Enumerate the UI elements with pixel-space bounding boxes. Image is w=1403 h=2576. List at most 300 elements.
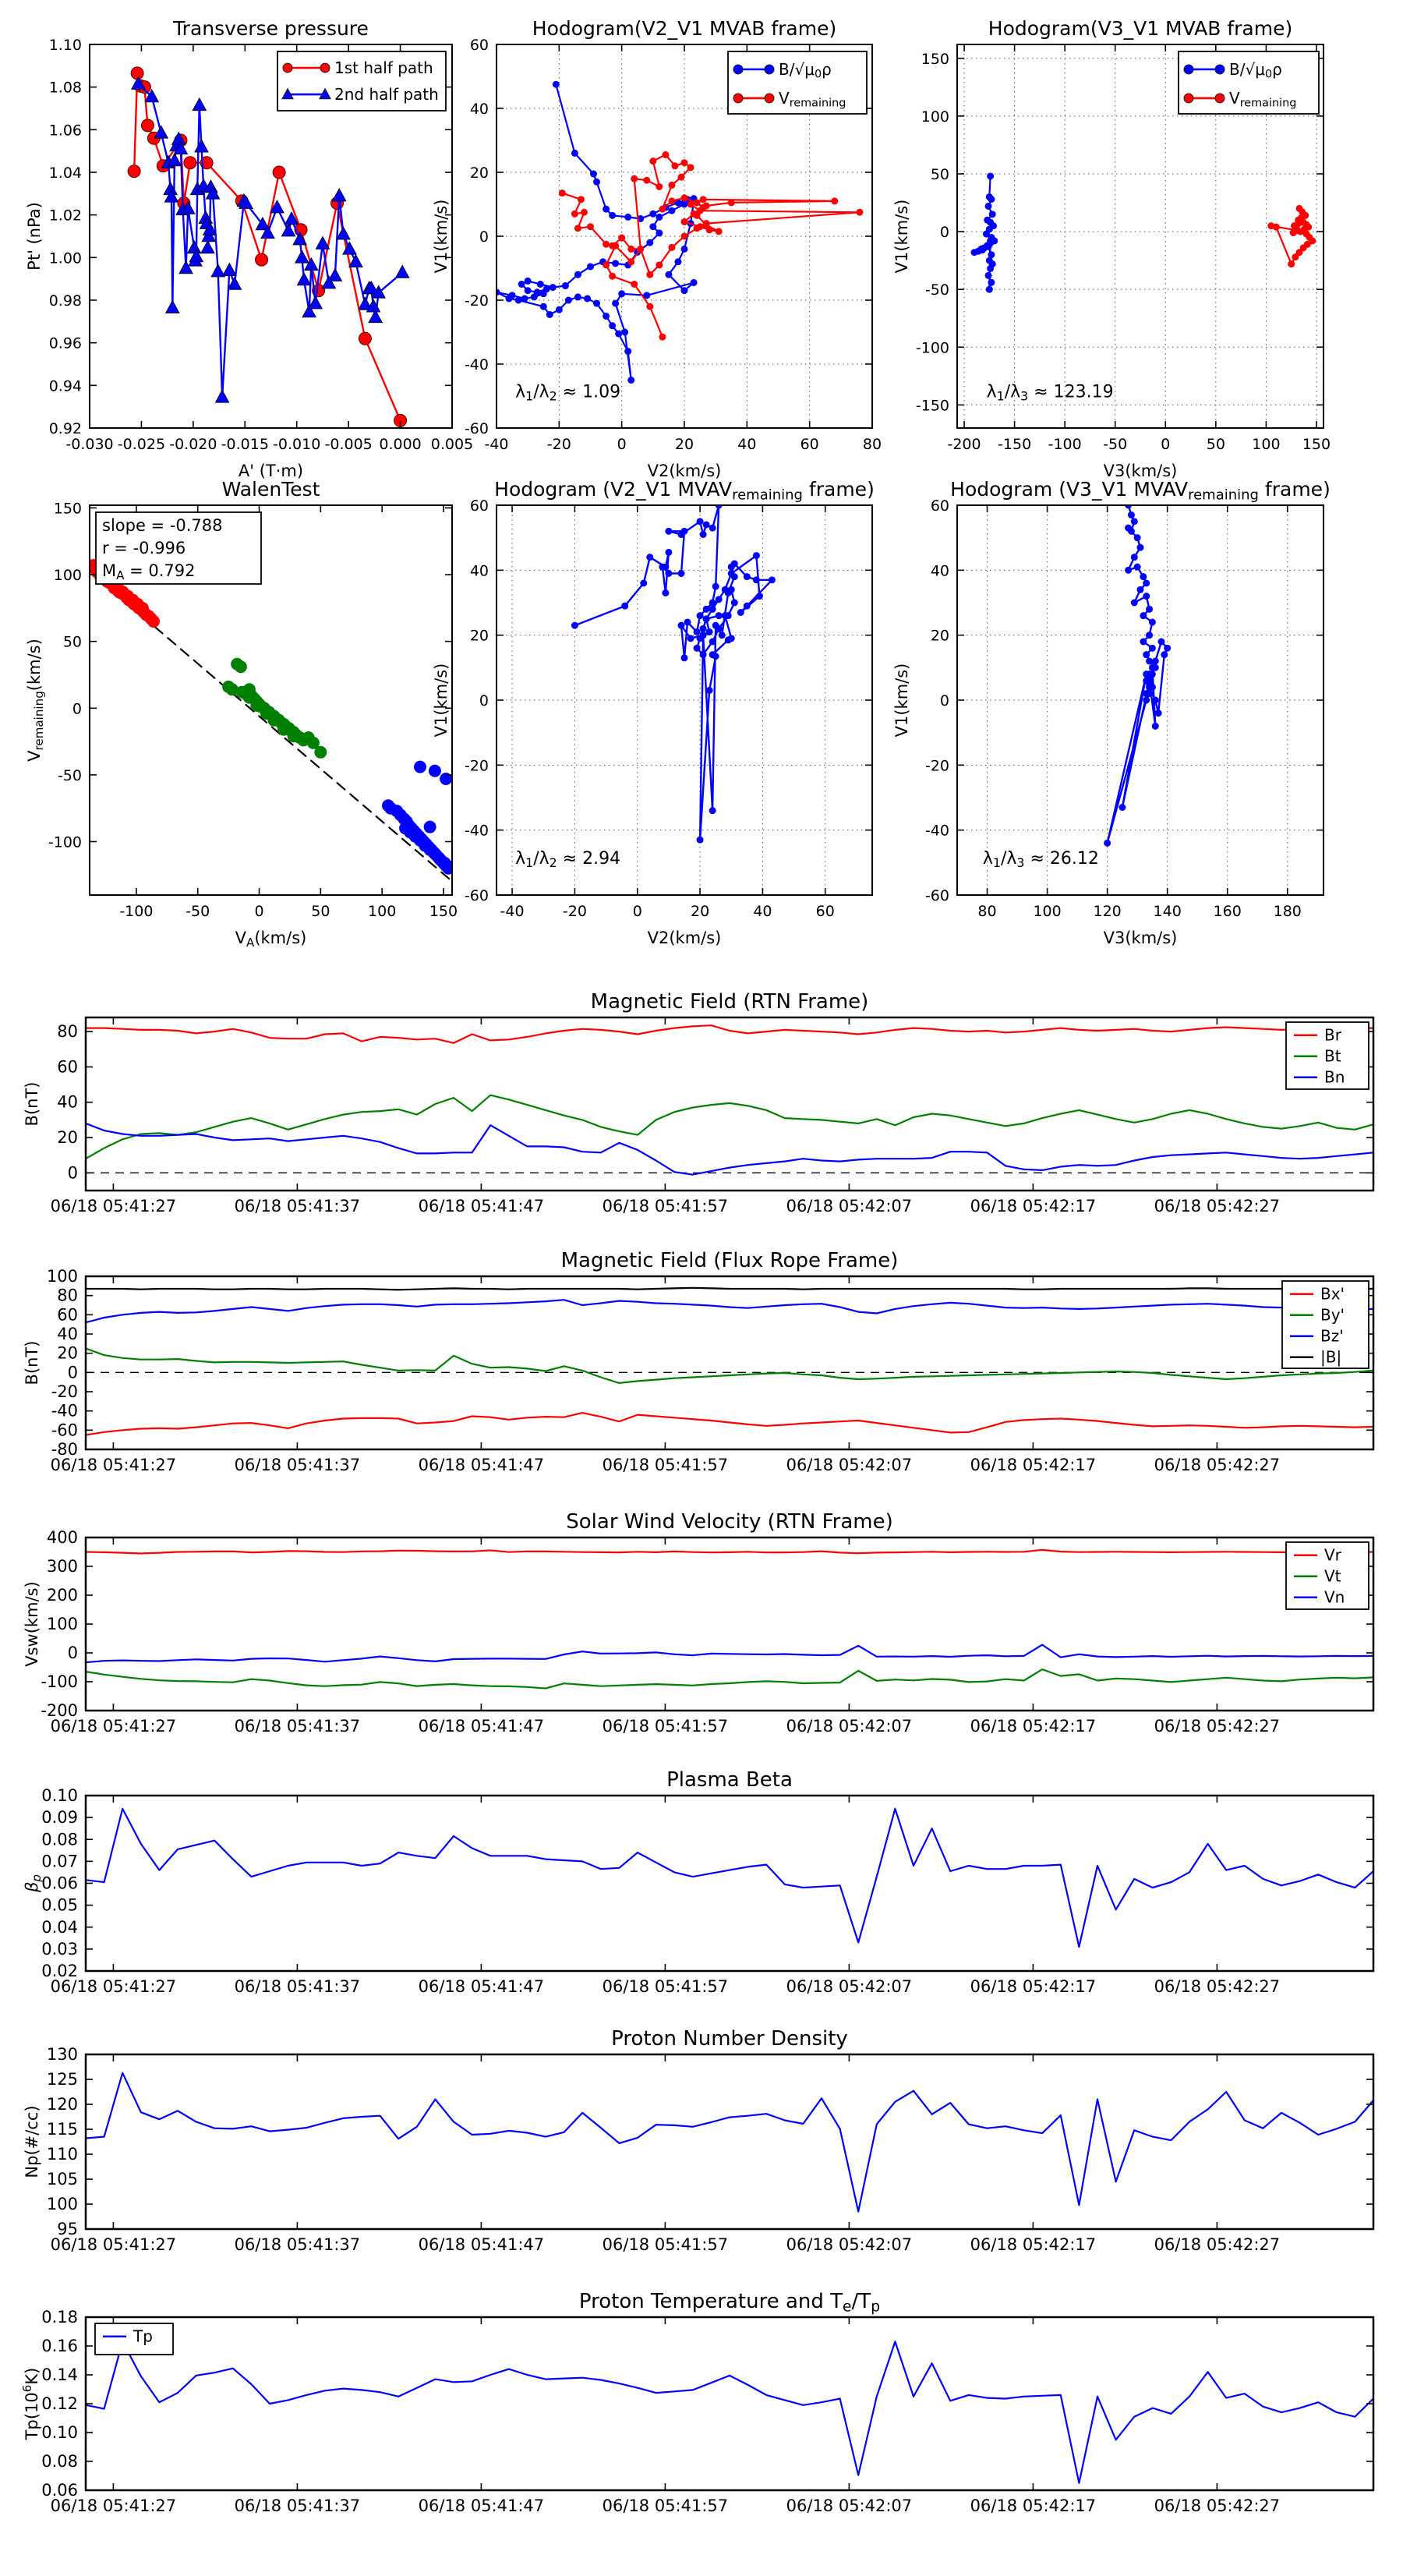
marker-circle — [1149, 619, 1156, 626]
marker-circle — [668, 182, 675, 189]
marker-circle — [1140, 639, 1147, 646]
marker-circle — [128, 165, 140, 178]
marker-circle — [656, 261, 663, 268]
marker-circle — [1146, 658, 1153, 665]
x-tick-label: 140 — [1153, 903, 1182, 920]
marker-circle — [979, 246, 986, 253]
axes-frame — [86, 1796, 1373, 1971]
y-axis-label: Np(#/cc) — [23, 2105, 41, 2178]
y-tick-label: 0.98 — [48, 292, 82, 310]
x-tick-label: 06/18 05:41:27 — [50, 2235, 177, 2254]
annotation: λ1/λ3 ≈ 123.19 — [986, 382, 1114, 404]
y-tick-label: -60 — [464, 420, 489, 437]
marker-circle — [559, 189, 566, 196]
marker-circle — [184, 157, 196, 169]
marker-circle — [677, 174, 684, 181]
legend — [95, 2323, 173, 2355]
y-tick-label: 100 — [46, 2195, 78, 2213]
x-axis-label: VA(km/s) — [235, 929, 307, 950]
x-axis-label: V3(km/s) — [1103, 462, 1178, 480]
marker-circle — [273, 166, 285, 179]
marker-circle — [1143, 651, 1150, 658]
y-tick-label: -150 — [915, 397, 949, 415]
marker-circle — [314, 746, 327, 759]
x-tick-label: 50 — [1206, 436, 1225, 453]
marker-circle — [733, 65, 743, 74]
marker-circle — [703, 522, 710, 529]
y-tick-label: 50 — [930, 165, 949, 183]
x-tick-label: 06/18 05:42:07 — [786, 2496, 913, 2515]
marker-triangle — [223, 264, 236, 276]
x-tick-label: -40 — [484, 436, 509, 453]
marker-circle — [731, 600, 738, 607]
marker-circle — [571, 622, 578, 629]
marker-circle — [574, 271, 581, 278]
marker-circle — [1134, 534, 1141, 541]
marker-circle — [649, 223, 656, 230]
series-group — [86, 1025, 1373, 1174]
marker-triangle — [211, 264, 224, 277]
marker-circle — [716, 228, 723, 235]
marker-circle — [1215, 65, 1225, 74]
y-tick-label: 0.02 — [41, 1962, 78, 1980]
markers-walen-green — [222, 658, 327, 759]
x-tick-label: 06/18 05:41:37 — [234, 1456, 361, 1474]
marker-circle — [624, 348, 631, 355]
legend-label: Bn — [1324, 1067, 1345, 1087]
series-group — [970, 172, 1316, 292]
series-v2v1-path — [574, 505, 772, 840]
axes-frame — [86, 1537, 1373, 1711]
y-tick-label: 1.06 — [48, 122, 82, 140]
panel-title: Magnetic Field (Flux Rope Frame) — [560, 1249, 899, 1272]
y-tick-label: 0 — [67, 1644, 78, 1662]
marker-circle — [744, 573, 751, 580]
x-tick-label: 20 — [674, 436, 694, 453]
annotation: λ1/λ2 ≈ 1.09 — [515, 382, 621, 404]
marker-circle — [681, 159, 688, 166]
marker-circle — [593, 300, 600, 307]
marker-circle — [565, 297, 572, 304]
marker-triangle — [282, 224, 295, 236]
marker-triangle — [349, 255, 362, 267]
x-tick-label: 06/18 05:41:57 — [602, 1456, 729, 1474]
y-axis-label: V1(km/s) — [892, 199, 911, 274]
x-tick-label: 40 — [737, 436, 757, 453]
marker-circle — [525, 287, 532, 294]
marker-circle — [677, 622, 684, 629]
marker-circle — [694, 628, 701, 635]
x-tick-label: 80 — [862, 436, 882, 453]
marker-circle — [631, 281, 638, 288]
x-tick-label: 06/18 05:41:47 — [418, 1977, 545, 1996]
x-tick-label: 06/18 05:42:07 — [786, 1197, 913, 1215]
marker-circle — [668, 197, 675, 204]
marker-circle — [603, 206, 610, 213]
x-tick-label: -100 — [119, 903, 154, 920]
marker-circle — [640, 580, 647, 587]
marker-circle — [1146, 606, 1153, 613]
x-tick-label: 0 — [254, 903, 264, 920]
series-beta-p — [86, 1809, 1373, 1947]
series-group — [86, 1809, 1373, 1947]
x-tick-label: 0 — [1161, 436, 1171, 453]
y-tick-label: 60 — [930, 497, 949, 515]
axes-frame — [86, 2054, 1373, 2229]
panel-title: Magnetic Field (RTN Frame) — [590, 990, 869, 1014]
marker-circle — [1149, 664, 1156, 671]
marker-circle — [618, 235, 625, 242]
x-tick-label: 0 — [617, 436, 627, 453]
x-tick-label: 06/18 05:42:07 — [786, 1717, 913, 1736]
marker-circle — [659, 564, 666, 571]
marker-circle — [687, 201, 694, 208]
marker-circle — [1290, 229, 1297, 236]
marker-circle — [856, 209, 863, 216]
y-tick-label: -50 — [924, 281, 949, 299]
marker-triangle — [316, 237, 329, 249]
annotation: λ1/λ2 ≈ 2.94 — [515, 849, 621, 870]
marker-circle — [697, 635, 704, 642]
marker-circle — [646, 554, 653, 561]
x-tick-label: 06/18 05:41:27 — [50, 1717, 177, 1736]
x-tick-label: 0.005 — [430, 436, 474, 453]
x-tick-label: 06/18 05:42:17 — [970, 1717, 1097, 1736]
y-tick-label: 40 — [469, 101, 489, 118]
marker-circle — [1143, 671, 1150, 678]
marker-circle — [684, 619, 691, 626]
marker-circle — [1292, 253, 1299, 260]
marker-circle — [1143, 593, 1150, 600]
marker-circle — [706, 687, 713, 694]
marker-circle — [518, 281, 525, 288]
y-tick-label: 20 — [57, 1128, 78, 1148]
marker-circle — [649, 211, 656, 218]
marker-circle — [584, 295, 591, 302]
panel-title: Solar Wind Velocity (RTN Frame) — [566, 1510, 893, 1534]
panel-title: Plasma Beta — [666, 1768, 793, 1792]
series-By-prime — [86, 1349, 1373, 1383]
y-tick-label: 95 — [57, 2220, 78, 2238]
y-tick-label: 0.04 — [41, 1917, 78, 1937]
marker-circle — [728, 199, 735, 206]
y-tick-label: 0.16 — [41, 2337, 78, 2355]
info-box-line: slope = -0.788 — [102, 516, 223, 535]
marker-circle — [659, 206, 666, 213]
marker-circle — [621, 603, 628, 610]
y-tick-label: 0.10 — [41, 1786, 78, 1805]
x-tick-label: 06/18 05:42:27 — [1154, 1977, 1281, 1996]
marker-circle — [694, 225, 701, 232]
y-tick-label: -40 — [51, 1401, 78, 1421]
marker-circle — [414, 761, 426, 773]
annotation: λ1/λ3 ≈ 26.12 — [982, 849, 1099, 870]
markers-v-remaining — [559, 151, 864, 341]
marker-circle — [429, 765, 441, 777]
marker-circle — [668, 207, 675, 214]
x-axis-label: V2(km/s) — [647, 462, 722, 480]
marker-circle — [709, 600, 716, 607]
marker-triangle — [337, 227, 350, 239]
y-tick-label: 300 — [46, 1557, 78, 1576]
marker-circle — [985, 203, 992, 210]
marker-circle — [697, 612, 704, 619]
marker-circle — [756, 593, 763, 600]
y-tick-label: 400 — [46, 1528, 78, 1547]
marker-circle — [665, 528, 672, 535]
x-tick-label: 06/18 05:42:17 — [970, 2235, 1097, 2254]
y-tick-label: 0 — [67, 1363, 78, 1382]
marker-circle — [578, 196, 585, 203]
y-tick-label: 1.02 — [48, 207, 82, 225]
series-group — [493, 81, 864, 384]
marker-circle — [677, 531, 684, 538]
marker-circle — [687, 635, 694, 642]
marker-circle — [681, 654, 688, 661]
marker-circle — [1299, 218, 1306, 225]
y-tick-label: -60 — [51, 1421, 78, 1440]
marker-circle — [147, 615, 160, 628]
x-tick-label: -20 — [546, 436, 571, 453]
marker-triangle — [195, 140, 208, 152]
legend-label: Vt — [1324, 1566, 1341, 1586]
legend — [1286, 1542, 1369, 1609]
x-tick-label: 06/18 05:42:07 — [786, 1456, 913, 1474]
y-tick-label: -50 — [57, 766, 82, 784]
marker-circle — [141, 119, 154, 132]
markers-v-remaining — [1267, 205, 1316, 267]
marker-circle — [987, 265, 994, 272]
y-tick-label: 0 — [939, 224, 949, 242]
marker-circle — [691, 279, 698, 286]
marker-circle — [250, 699, 263, 712]
y-tick-label: 0 — [939, 692, 949, 709]
series-Tp — [86, 2341, 1373, 2482]
marker-circle — [574, 225, 581, 232]
marker-circle — [709, 807, 716, 814]
markers-first-half-path — [128, 67, 406, 427]
x-axis-label: V3(km/s) — [1103, 929, 1178, 947]
panel-hodogram-v2v1-mvab — [432, 17, 882, 480]
marker-circle — [700, 531, 707, 538]
panel-title: Hodogram (V3_V1 MVAVremaining frame) — [950, 478, 1331, 504]
marker-circle — [700, 651, 707, 658]
marker-circle — [603, 313, 610, 320]
marker-circle — [609, 212, 616, 219]
y-tick-label: 0.12 — [41, 2394, 78, 2413]
y-tick-label: -40 — [464, 822, 489, 840]
y-tick-label: 20 — [469, 165, 489, 182]
y-axis-label: Vsw(km/s) — [23, 1581, 41, 1667]
marker-circle — [1164, 645, 1171, 652]
legend — [277, 51, 446, 111]
marker-circle — [1215, 94, 1225, 103]
marker-circle — [562, 282, 569, 289]
marker-circle — [603, 241, 610, 248]
marker-circle — [665, 570, 672, 577]
x-tick-label: 150 — [1302, 436, 1331, 453]
marker-triangle — [333, 189, 346, 201]
marker-circle — [1152, 723, 1159, 730]
series-second-half-path — [138, 84, 402, 398]
marker-circle — [712, 653, 719, 660]
x-tick-label: 06/18 05:41:57 — [602, 2496, 729, 2515]
x-tick-label: 06/18 05:41:27 — [50, 1197, 177, 1215]
x-tick-label: 60 — [800, 436, 819, 453]
markers-v2v1-path — [571, 502, 776, 844]
y-tick-label: 0.07 — [41, 1852, 78, 1871]
marker-circle — [546, 311, 553, 318]
y-tick-label: 1.10 — [48, 37, 82, 54]
marker-circle — [627, 377, 634, 384]
marker-circle — [637, 246, 644, 253]
marker-circle — [681, 233, 688, 240]
legend-label: B/√μ0ρ — [779, 59, 832, 81]
marker-circle — [1157, 639, 1164, 646]
y-axis-label: Pt' (nPa) — [25, 202, 44, 271]
marker-circle — [731, 561, 738, 568]
panel-title: Hodogram (V2_V1 MVAVremaining frame) — [494, 478, 875, 504]
series-Bz-prime — [86, 1300, 1373, 1322]
legend-label: Vremaining — [1229, 88, 1297, 110]
marker-circle — [703, 220, 710, 227]
y-tick-label: -100 — [915, 339, 949, 357]
marker-circle — [531, 293, 538, 300]
marker-circle — [722, 586, 729, 593]
markers-walen-blue — [382, 761, 456, 875]
marker-circle — [609, 273, 616, 280]
y-tick-label: 150 — [921, 50, 949, 68]
marker-circle — [733, 94, 743, 103]
x-tick-label: -0.005 — [324, 436, 373, 453]
marker-circle — [656, 214, 663, 221]
marker-circle — [703, 615, 710, 622]
marker-circle — [506, 295, 513, 302]
marker-circle — [288, 730, 300, 742]
marker-circle — [662, 589, 669, 596]
x-tick-label: 0.000 — [379, 436, 422, 453]
y-tick-label: -80 — [51, 1440, 78, 1459]
marker-circle — [831, 197, 838, 204]
marker-circle — [587, 263, 594, 270]
x-tick-label: 40 — [753, 903, 772, 920]
marker-circle — [537, 281, 544, 288]
x-tick-label: 06/18 05:41:57 — [602, 1977, 729, 1996]
legend-label: Vr — [1324, 1545, 1341, 1565]
marker-circle — [1125, 525, 1132, 532]
marker-circle — [1134, 564, 1141, 571]
series-group — [86, 1288, 1373, 1435]
legend-label: Tp — [133, 2327, 153, 2346]
marker-triangle — [201, 241, 214, 253]
legend-label: Bx' — [1320, 1284, 1345, 1304]
y-tick-label: 40 — [57, 1325, 78, 1343]
marker-circle — [985, 272, 992, 279]
marker-circle — [359, 332, 371, 345]
marker-circle — [987, 237, 994, 244]
marker-circle — [553, 81, 560, 88]
marker-circle — [744, 603, 751, 610]
x-tick-label: -20 — [562, 903, 587, 920]
marker-circle — [656, 183, 663, 190]
series-B-magnitude — [86, 1288, 1373, 1290]
x-tick-label: 100 — [368, 903, 397, 920]
panel-hodogram-v3v1-mvab — [892, 17, 1331, 480]
marker-circle — [694, 645, 701, 652]
panel-title: Transverse pressure — [173, 17, 369, 40]
marker-circle — [681, 218, 688, 225]
series-group — [87, 559, 456, 881]
marker-circle — [725, 612, 732, 619]
x-tick-label: 160 — [1213, 903, 1242, 920]
marker-circle — [716, 625, 723, 632]
marker-circle — [753, 576, 760, 583]
y-tick-label: -20 — [924, 757, 949, 775]
marker-circle — [700, 196, 707, 203]
y-tick-label: -60 — [924, 887, 949, 904]
marker-circle — [665, 271, 672, 278]
marker-circle — [603, 261, 610, 268]
marker-circle — [615, 331, 622, 338]
marker-circle — [728, 570, 735, 577]
series-group — [86, 1550, 1373, 1689]
marker-circle — [728, 586, 735, 593]
y-tick-label: 80 — [57, 1022, 78, 1042]
series-Vr — [86, 1550, 1373, 1554]
marker-circle — [716, 596, 723, 603]
x-tick-label: 06/18 05:42:17 — [970, 1456, 1097, 1474]
y-axis-label: βp — [23, 1874, 44, 1892]
y-tick-label: 0 — [479, 692, 489, 709]
marker-circle — [1140, 612, 1147, 619]
legend — [1286, 1022, 1369, 1089]
x-tick-label: 06/18 05:41:47 — [418, 1197, 545, 1215]
marker-circle — [687, 164, 694, 171]
marker-circle — [737, 609, 744, 616]
marker-circle — [1140, 573, 1147, 580]
y-tick-label: -40 — [464, 356, 489, 373]
y-tick-label: 1.08 — [48, 79, 82, 97]
marker-circle — [1104, 840, 1111, 847]
marker-circle — [712, 583, 719, 590]
marker-circle — [571, 211, 578, 218]
marker-circle — [320, 63, 330, 73]
panel-title: Hodogram(V3_V1 MVAB frame) — [988, 17, 1293, 40]
marker-circle — [1137, 586, 1144, 593]
marker-circle — [1161, 651, 1168, 658]
y-tick-label: 0.06 — [41, 1874, 78, 1893]
y-tick-label: -100 — [48, 833, 82, 851]
x-tick-label: 06/18 05:41:37 — [234, 1717, 361, 1736]
y-tick-label: 0 — [479, 228, 489, 246]
y-tick-label: 60 — [469, 497, 489, 515]
legend — [1179, 51, 1319, 114]
marker-circle — [662, 151, 669, 158]
marker-circle — [131, 67, 143, 80]
legend — [1282, 1281, 1369, 1368]
marker-circle — [697, 518, 704, 525]
y-tick-label: 0.92 — [48, 420, 82, 437]
y-tick-label: 0.10 — [41, 2423, 78, 2442]
marker-circle — [1131, 518, 1138, 525]
marker-circle — [709, 639, 716, 646]
y-tick-label: 100 — [46, 1615, 78, 1633]
marker-circle — [590, 171, 597, 178]
x-tick-label: 06/18 05:41:27 — [50, 1456, 177, 1474]
info-box-line: r = -0.996 — [102, 539, 186, 557]
x-tick-label: 100 — [1252, 436, 1281, 453]
marker-circle — [136, 602, 149, 614]
